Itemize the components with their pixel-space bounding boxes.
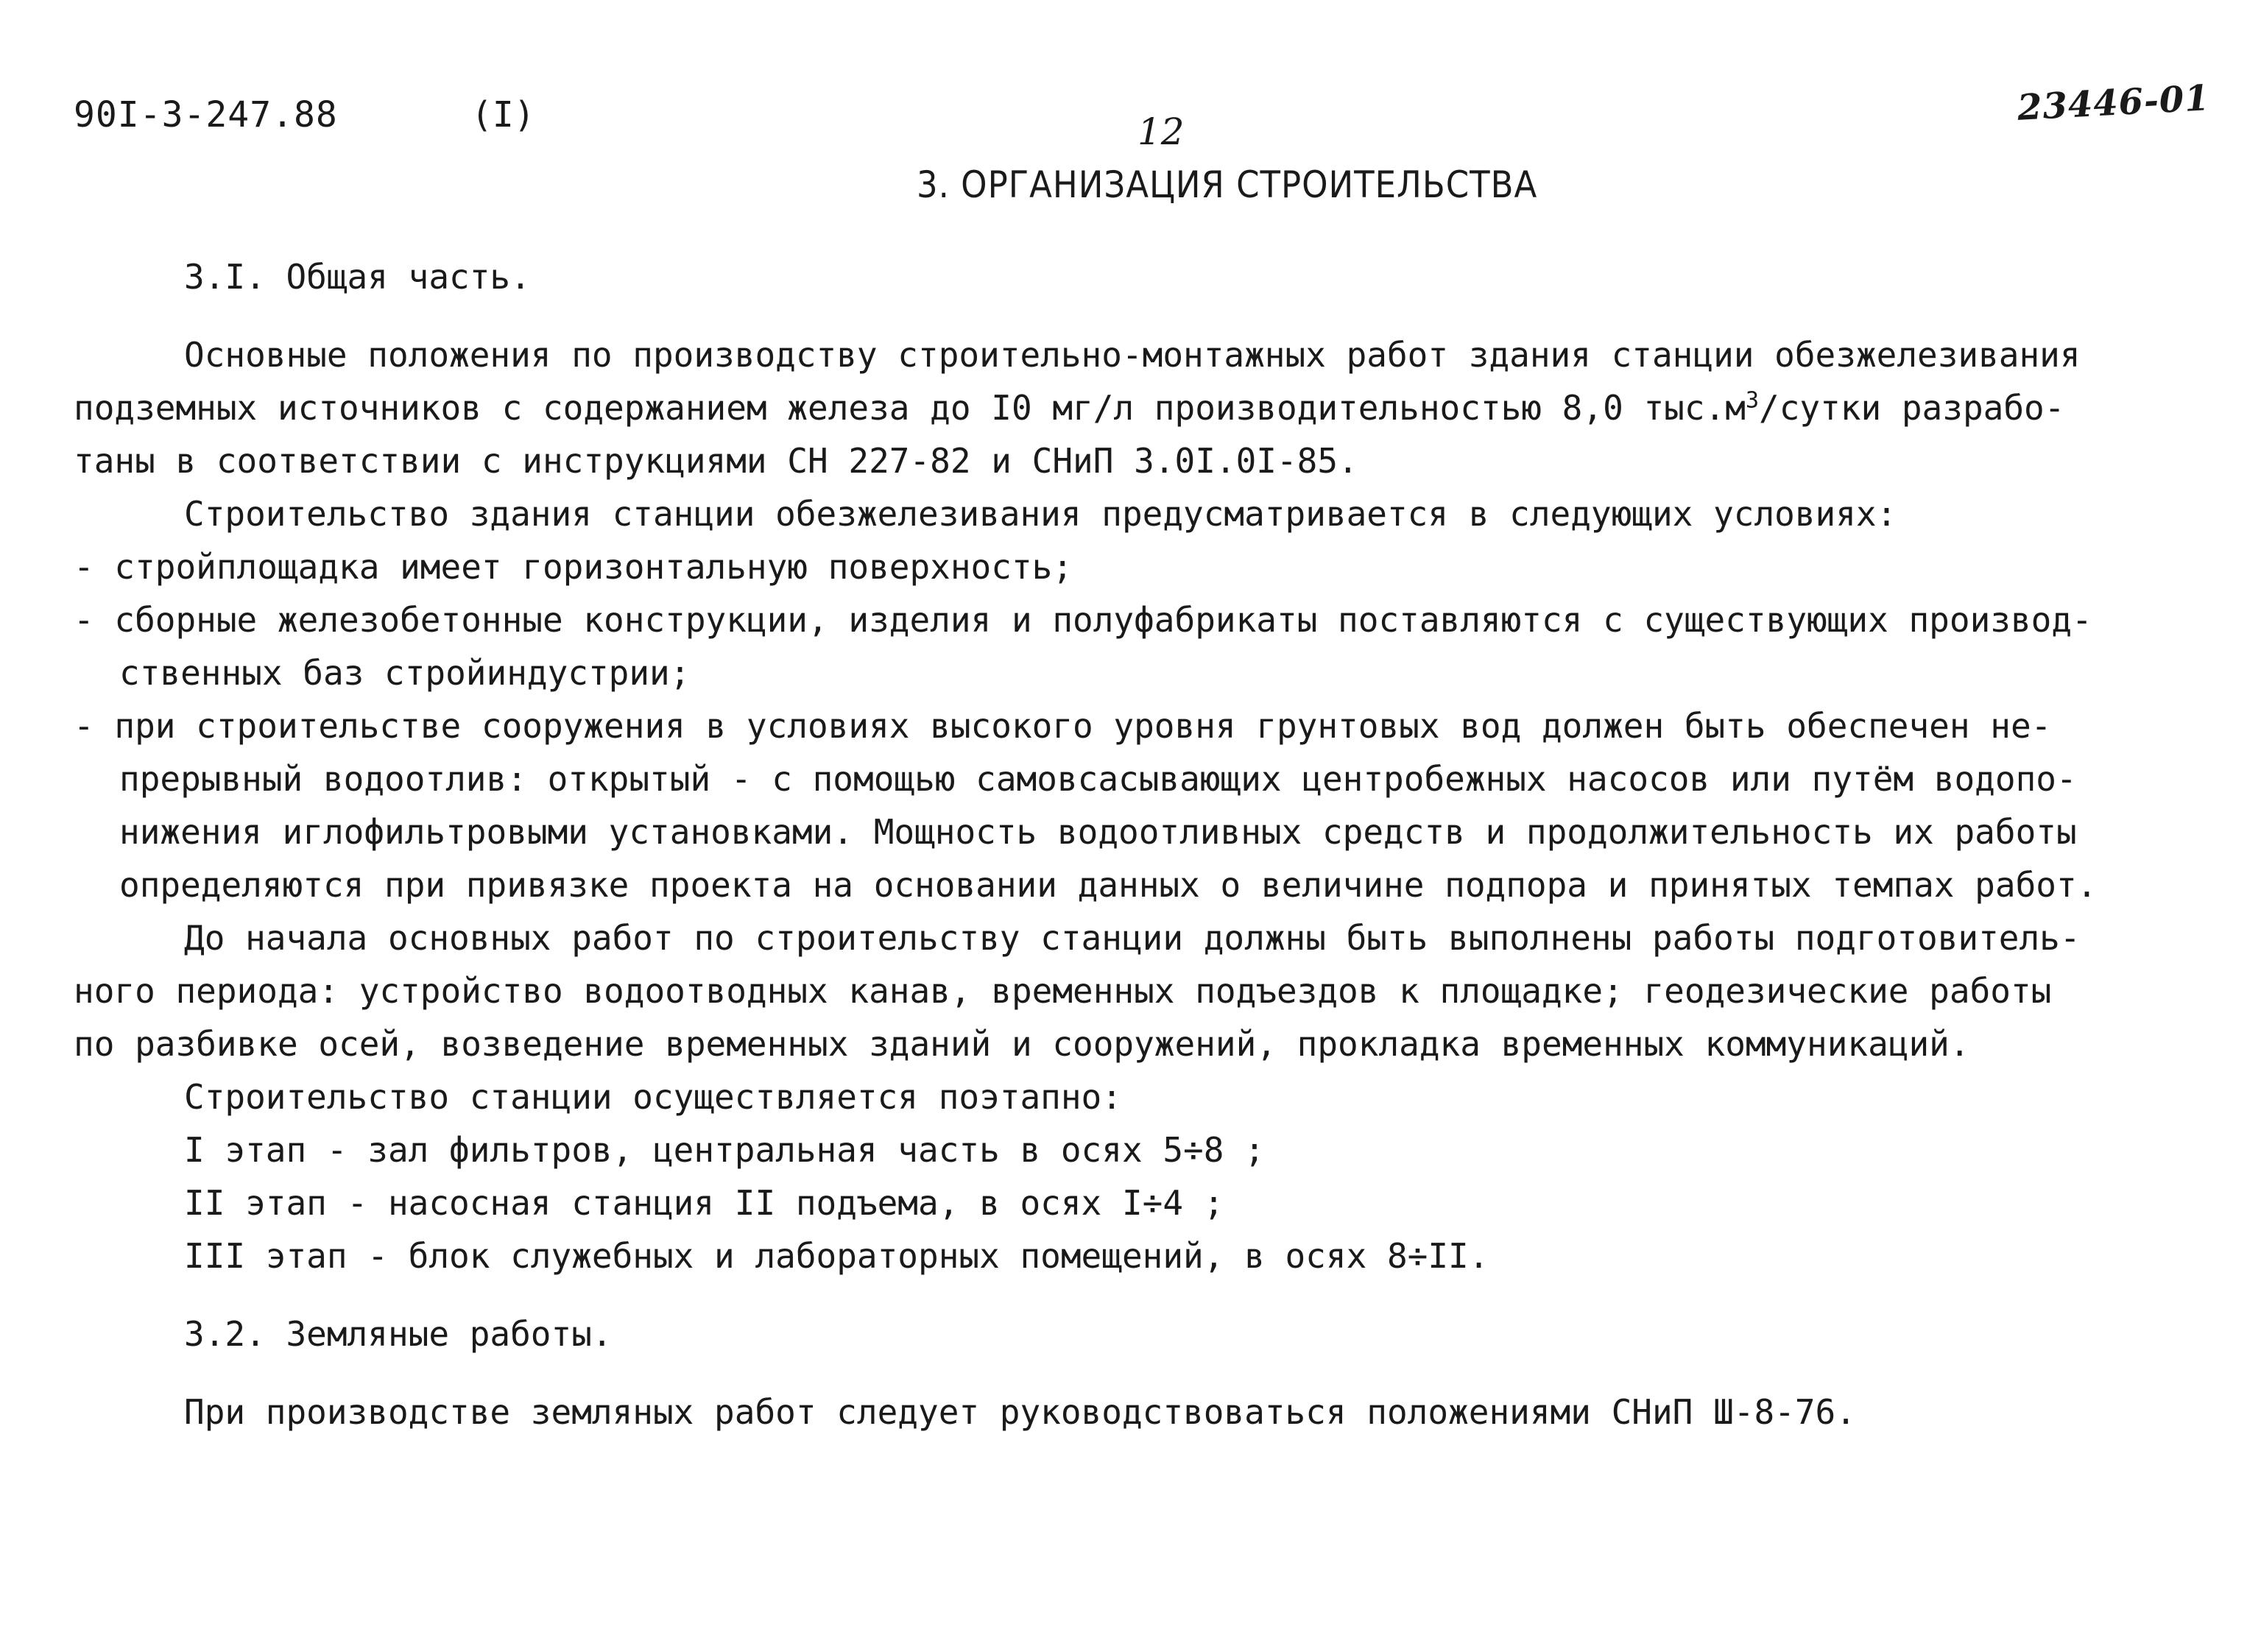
stage-item: II этап - насосная станция II подъема, в осях I÷4 ; — [184, 1183, 1224, 1223]
paragraph-text: подземных источников с содержанием железа до I0 мг/л производительностью 8,0 тыс.м — [74, 388, 1746, 428]
paragraph-line: До начала основных работ по строительству станции должны быть выполнены работы подготовитель- — [184, 918, 2081, 958]
body-text — [74, 250, 2209, 1439]
bullet-continuation: прерывный водоотлив: открытый - с помощью самовсасывающих центробежных насосов или путём водопо- — [119, 759, 2077, 799]
stage-item: I этап - зал фильтров, центральная часть в осях 5÷8 ; — [184, 1130, 1265, 1170]
page-number: 12 — [1137, 110, 1185, 153]
section-title: 3. ОРГАНИЗАЦИЯ СТРОИТЕЛЬСТВА — [917, 163, 1538, 206]
paragraph-line: таны в соответствии с инструкциями СН 227-82 и СНиП 3.0I.0I-85. — [74, 441, 1358, 481]
paragraph-line: Строительство здания станции обезжелезивания предусматривается в следующих условиях: — [184, 494, 1897, 534]
paragraph-line — [74, 381, 2209, 434]
paragraph-line: по разбивке осей, возведение временных зданий и сооружений, прокладка временных коммуникаций. — [74, 1024, 1970, 1064]
document-code: 90I-3-247.88 — [74, 94, 338, 135]
paragraph-text: /сутки разрабо- — [1759, 388, 2065, 428]
bullet-continuation: определяются при привязке проекта на основании данных о величине подпора и принятых темпах работ. — [119, 865, 2098, 905]
handwritten-stamp-number: 23446-01 — [2016, 77, 2212, 129]
paragraph-line: Строительство станции осуществляется поэтапно: — [184, 1077, 1122, 1117]
bullet-item: - стройплощадка имеет горизонтальную поверхность; — [74, 547, 1073, 587]
bullet-continuation: ственных баз стройиндустрии; — [119, 653, 691, 693]
superscript: 3 — [1745, 387, 1759, 414]
subsection-heading-earthworks: 3.2. Земляные работы. — [184, 1314, 613, 1354]
bullet-item: - при строительстве сооружения в условиях высокого уровня грунтовых вод должен быть обеспечен не- — [74, 706, 2052, 746]
paragraph-line: При производстве земляных работ следует руководствоваться положениями СНиП Ш-8-76. — [184, 1392, 1856, 1432]
stage-item: III этап - блок служебных и лабораторных помещений, в осях 8÷II. — [184, 1236, 1489, 1276]
paragraph-line: Основные положения по производству строительно-монтажных работ здания станции обезжелезивания — [184, 335, 2081, 375]
bullet-continuation: нижения иглофильтровыми установками. Мощность водоотливных средств и продолжительность их работы — [119, 812, 2077, 852]
bullet-item: - сборные железобетонные конструкции, изделия и полуфабрикаты поставляются с существующих производ- — [74, 600, 2092, 640]
sheet-marker: (I) — [471, 94, 535, 135]
paragraph-line: ного периода: устройство водоотводных канав, временных подъездов к площадке; геодезические работы — [74, 971, 2052, 1011]
subsection-heading-general: 3.I. Общая часть. — [184, 257, 531, 297]
